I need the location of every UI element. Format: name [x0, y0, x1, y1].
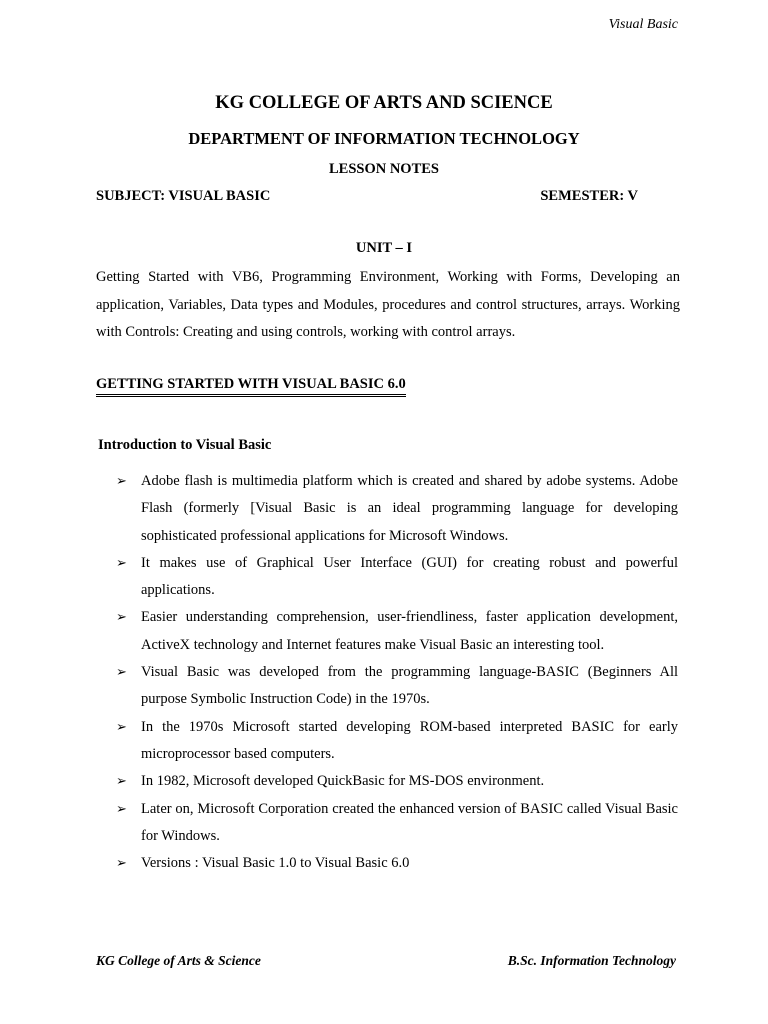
bullet-list [116, 468, 678, 877]
arrow-bullet-icon: ➢ [116, 719, 127, 735]
department-title: DEPARTMENT OF INFORMATION TECHNOLOGY [188, 129, 580, 148]
subject-line [96, 188, 638, 205]
arrow-bullet-icon: ➢ [116, 474, 127, 489]
lesson-notes-title: LESSON NOTES [328, 161, 439, 177]
list-item [116, 659, 678, 714]
bullet-text: In 1982, Microsoft developed QuickBasic for MS-DOS environment. [141, 773, 545, 790]
intro-heading: Introduction to Visual Basic [98, 437, 272, 453]
arrow-bullet-icon: ➢ [116, 856, 127, 872]
footer-program: B.Sc. Information Technology [507, 953, 676, 968]
bullet-text: Adobe flash is multimedia platform which is created and shared by adobe systems. Adobe Flash (formerly [Visual Basic is an ideal programming language for developing sophisticated professional applications for Microsoft Windows. [141, 473, 678, 544]
footer-college: KG College of Arts & Science [96, 953, 261, 968]
unit-description: Getting Started with VB6, Programming Environment, Working with Forms, Developing an application, Variables, Data types and Modules, procedures and control structures, arrays. Working with Controls: Creating and using controls, working with control arrays. [96, 269, 680, 340]
list-item [116, 714, 678, 769]
list-item [116, 796, 678, 851]
college-title: KG COLLEGE OF ARTS AND SCIENCE [215, 93, 553, 113]
arrow-bullet-icon: ➢ [116, 555, 127, 571]
bullet-text: It makes use of Graphical User Interface (GUI) for creating robust and powerful applications. [141, 554, 678, 599]
list-item [116, 468, 678, 550]
list-item [116, 768, 678, 795]
arrow-bullet-icon: ➢ [116, 801, 127, 817]
arrow-bullet-icon: ➢ [116, 665, 127, 681]
bullet-text: In the 1970s Microsoft started developing ROM-based interpreted BASIC for early microprocessor based computers. [141, 718, 678, 762]
arrow-bullet-icon: ➢ [116, 774, 127, 790]
subject-label: SUBJECT: VISUAL BASIC [96, 188, 271, 204]
bullet-text: Versions : Visual Basic 1.0 to Visual Basic 6.0 [141, 855, 410, 872]
bullet-text: Visual Basic was developed from the programming language-BASIC (Beginners All purpose Symbolic Instruction Code) in the 1970s. [141, 664, 678, 708]
list-item [116, 604, 678, 659]
bullet-text: Easier understanding comprehension, user-friendliness, faster application development, ActiveX technology and Internet features make Visual Basic an interesting tool. [141, 609, 678, 653]
semester-label: SEMESTER: V [540, 188, 638, 204]
list-item [116, 550, 678, 605]
bullet-text: Later on, Microsoft Corporation created the enhanced version of BASIC called Visual Basic for Windows. [141, 800, 678, 844]
running-header: Visual Basic [608, 17, 678, 32]
section-heading: GETTING STARTED WITH VISUAL BASIC 6.0 [96, 376, 406, 397]
list-item [116, 850, 678, 877]
unit-title: UNIT – I [355, 240, 413, 256]
arrow-bullet-icon: ➢ [116, 610, 127, 626]
